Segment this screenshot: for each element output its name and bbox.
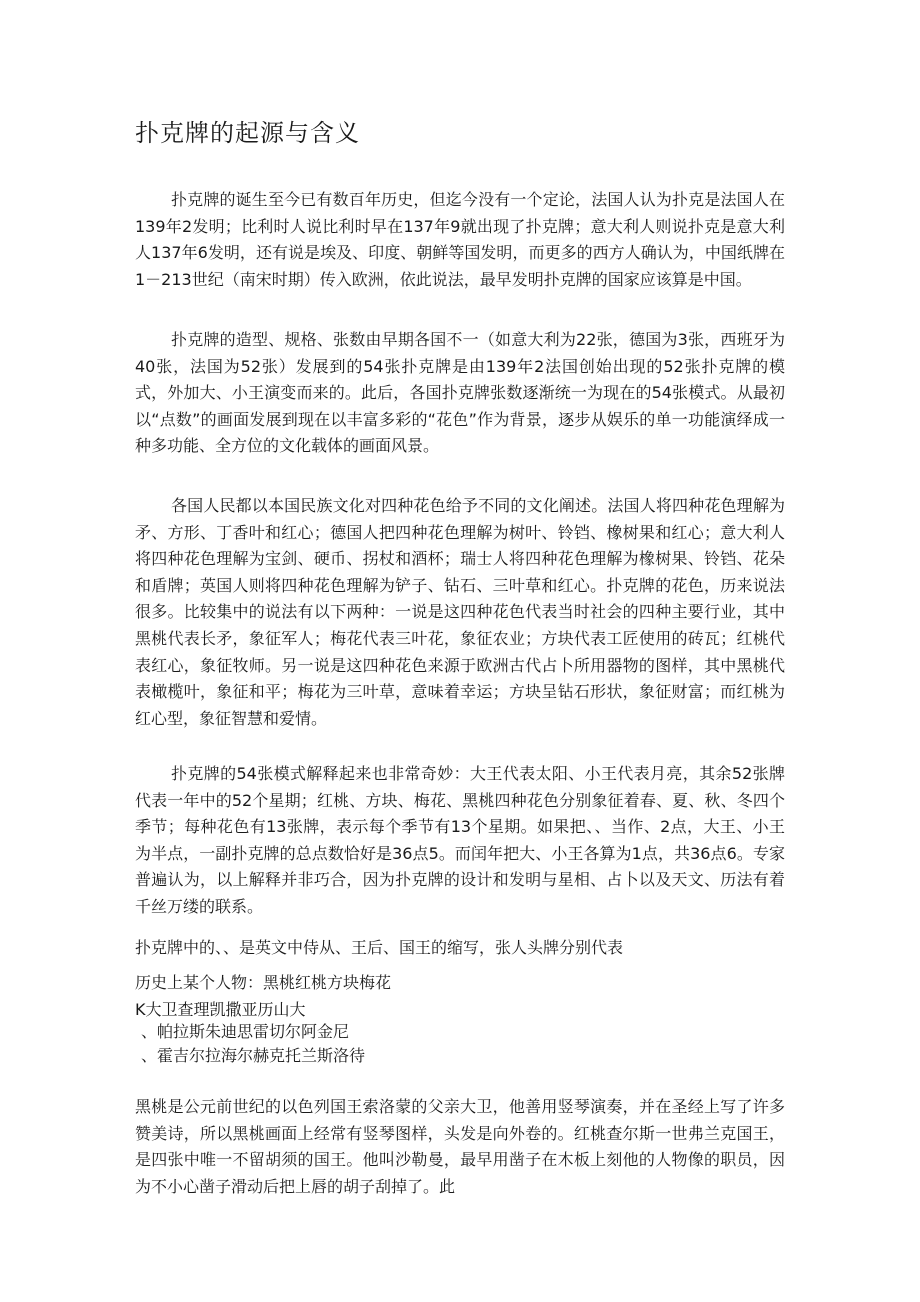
paragraph-origin: 扑克牌的诞生至今已有数百年历史，但迄今没有一个定论，法国人认为扑克是法国人在139年2发明；比利时人说比利时早在137年9就出现了扑克牌；意大利人则说扑克是意大利人137年6发明，还有说是埃及、印度、朝鲜等国发明，而更多的西方人确认为，中国纸牌在1－213世纪（南宋时期）传入欧洲，依此说法，最早发明扑克牌的国家应该算是中国。 [135,190,785,289]
list-item: 、帕拉斯朱迪思雷切尔阿金尼 [141,1022,350,1041]
list-item: K大卫查理凯撒亚历山大 [135,1000,306,1019]
list-item: 扑克牌中的、、是英文中侍从、王后、国王的缩写，张人头牌分别代表 [135,938,624,957]
list-item: 、霍吉尔拉海尔赫克托兰斯洛待 [141,1046,366,1065]
paragraph-kings: 黑桃是公元前世纪的以色列国王索洛蒙的父亲大卫，他善用竖琴演奏，并在圣经上写了许多赞美诗，所以黑桃画面上经常有竖琴图样，头发是向外卷的。红桃查尔斯一世弗兰克国王，是四张中唯一不留胡须的国王。他叫沙勒曼，最早用凿子在木板上刻他的人物像的职员，因为不小心凿子滑动后把上唇的胡子刮掉了。此 [135,1097,785,1196]
paragraph-meaning: 扑克牌的54张模式解释起来也非常奇妙：大王代表太阳、小王代表月亮，其余52张牌代表一年中的52个星期；红桃、方块、梅花、黑桃四种花色分别象征着春、夏、秋、冬四个季节；每种花色有13张牌，表示每个季节有13个星期。如果把、、当作、2点，大王、小王为半点，一副扑克牌的总点数恰好是36点5。而闰年把大、小王各算为1点，共36点6。专家普遍认为，以上解释并非巧合，因为扑克牌的设计和发明与星相、占卜以及天文、历法有着千丝万缕的联系。 [135,764,785,916]
paragraph-suits: 各国人民都以本国民族文化对四种花色给予不同的文化阐述。法国人将四种花色理解为矛、方形、丁香叶和红心；德国人把四种花色理解为树叶、铃铛、橡树果和红心；意大利人将四种花色理解为宝剑、硬币、拐杖和酒杯；瑞士人将四种花色理解为橡树果、铃铛、花朵和盾牌；英国人则将四种花色理解为铲子、钻石、三叶草和红心。扑克牌的花色，历来说法很多。比较集中的说法有以下两种：一说是这四种花色代表当时社会的四种主要行业，其中黑桃代表长矛，象征军人；梅花代表三叶花，象征农业；方块代表工匠使用的砖瓦；红桃代表红心，象征牧师。另一说是这四种花色来源于欧洲古代占卜所用器物的图样，其中黑桃代表橄榄叶，象征和平；梅花为三叶草，意味着幸运；方块呈钻石形状，象征财富；而红桃为红心型，象征智慧和爱情。 [135,496,785,728]
page-title: 扑克牌的起源与含义 [135,119,360,147]
list-item: 历史上某个人物：黑桃红桃方块梅花 [135,973,392,992]
paragraph-format: 扑克牌的造型、规格、张数由早期各国不一（如意大利为22张，德国为3张，西班牙为40张，法国为52张）发展到的54张扑克牌是由139年2法国创始出现的52张扑克牌的模式，外加大、小王演变而来的。此后，各国扑克牌张数逐渐统一为现在的54张模式。从最初以“点数”的画面发展到现在以丰富多彩的“花色”作为背景，逐步从娱乐的单一功能演绎成一种多功能、全方位的文化载体的画面风景。 [135,330,785,456]
